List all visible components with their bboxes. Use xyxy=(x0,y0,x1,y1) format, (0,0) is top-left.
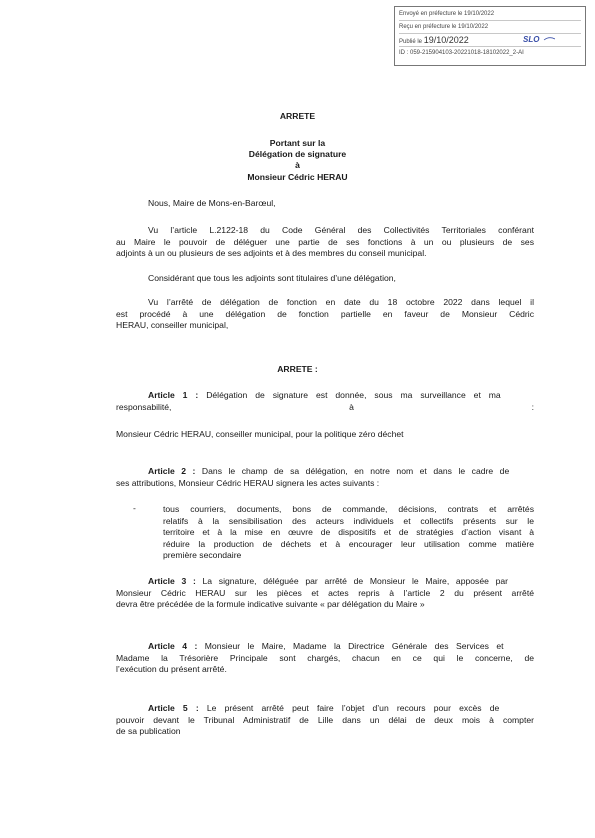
article3-label: Article 3 : xyxy=(148,576,196,586)
article4-label: Article 4 : xyxy=(148,641,198,651)
stamp-published-label: Publié le xyxy=(399,39,423,45)
intro-mayor: Nous, Maire de Mons-en-Barœul, xyxy=(148,198,276,208)
stamp-sent: Envoyé en préfecture le 19/10/2022 xyxy=(399,8,581,21)
subtitle-line-2: Délégation de signature xyxy=(248,149,347,159)
article1-label: Article 1 : xyxy=(148,390,199,400)
bullet-line-3: territoire et à la mise en œuvre de dispositifs et de stratégies d’action visant à xyxy=(163,527,534,537)
article4-line-2: Madame la Trésorière Principale sont chargés, chacun en ce qui le concerne, de xyxy=(116,653,534,663)
article5-line-2: pouvoir devant le Tribunal Administratif de Lille dans un délai de deux mois à compter xyxy=(116,715,534,725)
article3-line-1 xyxy=(148,576,508,587)
considerant: Considérant que tous les adjoints sont titulaires d’une délégation, xyxy=(148,273,396,283)
vu2-line-2: est procédé à une délégation de fonction partielle en faveur de Monsieur Cédric xyxy=(116,309,534,319)
slo-logo-icon xyxy=(523,34,555,44)
article2-line-1 xyxy=(148,466,509,477)
arrete-heading: ARRETE : xyxy=(277,364,318,374)
article5-line-1 xyxy=(148,703,499,714)
document-title: ARRETE xyxy=(279,111,316,121)
vu2-line-1: Vu l’arrêté de délégation de fonction en date du 18 octobre 2022 dans lequel il xyxy=(148,297,534,307)
bullet-line-1: tous courriers, documents, bons de commande, décisions, contrats et arrêtés xyxy=(163,504,534,514)
bullet-dash: - xyxy=(133,503,136,513)
stamp-published xyxy=(399,34,581,47)
article3-line-3: devra être précédée de la formule indicative suivante « par délégation du Maire » xyxy=(116,599,425,609)
article1-text-1: Délégation de signature est donnée, sous ma surveillance et ma xyxy=(198,390,501,400)
article2-label: Article 2 : xyxy=(148,466,196,476)
article4-text-1: Monsieur le Maire, Madame la Directrice Générale des Services et xyxy=(197,641,504,651)
article5-label: Article 5 : xyxy=(148,703,199,713)
article1-beneficiary: Monsieur Cédric HERAU, conseiller municipal, pour la politique zéro déchet xyxy=(116,429,404,439)
bullet-line-2: relatifs à la sensibilisation des acteurs individuels et collectifs présents sur le xyxy=(163,516,534,526)
stamp-received: Reçu en préfecture le 19/10/2022 xyxy=(399,21,581,34)
bullet-line-4: réduire la production de déchets et à encourager leur utilisation comme matière xyxy=(163,539,534,549)
vu1-line-1: Vu l’article L.2122-18 du Code Général des Collectivités Territoriales conférant xyxy=(148,225,534,235)
vu2-line-3: HERAU, conseiller municipal, xyxy=(116,320,229,330)
article5-line-3: de sa publication xyxy=(116,726,181,736)
article4-line-1 xyxy=(148,641,504,652)
stamp-published-date: 19/10/2022 xyxy=(423,35,469,45)
prefecture-stamp xyxy=(394,6,586,66)
article2-line-2: ses attributions, Monsieur Cédric HERAU signera les actes suivants : xyxy=(116,478,380,488)
article1-line-1 xyxy=(148,390,501,401)
subtitle-line-4: Monsieur Cédric HERAU xyxy=(247,172,348,182)
article4-line-3: l’exécution du présent arrêté. xyxy=(116,664,227,674)
article2-text-1: Dans le champ de sa délégation, en notre nom et dans le cadre de xyxy=(195,466,510,476)
article3-line-2: Monsieur Cédric HERAU sur les pièces et actes repris à l’article 2 du présent arrêté xyxy=(116,588,534,598)
article1-line-2: responsabilité, à : xyxy=(116,402,534,412)
subtitle-line-1: Portant sur la xyxy=(269,138,326,148)
vu1-line-2: au Maire le pouvoir de déléguer une partie de ses fonctions à un ou plusieurs de ses xyxy=(116,237,534,247)
article5-text-1: Le présent arrêté peut faire l’objet d’un recours pour excès de xyxy=(198,703,500,713)
bullet-line-5: première secondaire xyxy=(163,550,242,560)
subtitle-line-3: à xyxy=(295,160,300,170)
vu1-line-3: adjoints à un ou plusieurs de ses adjoints et à des membres du conseil municipal. xyxy=(116,248,427,258)
article3-text-1: La signature, déléguée par arrêté de Monsieur le Maire, apposée par xyxy=(195,576,509,586)
slo-logo-text: SLO xyxy=(523,35,540,44)
stamp-id: ID : 059-215904103-20221018-18102022_2-AI xyxy=(399,50,524,56)
